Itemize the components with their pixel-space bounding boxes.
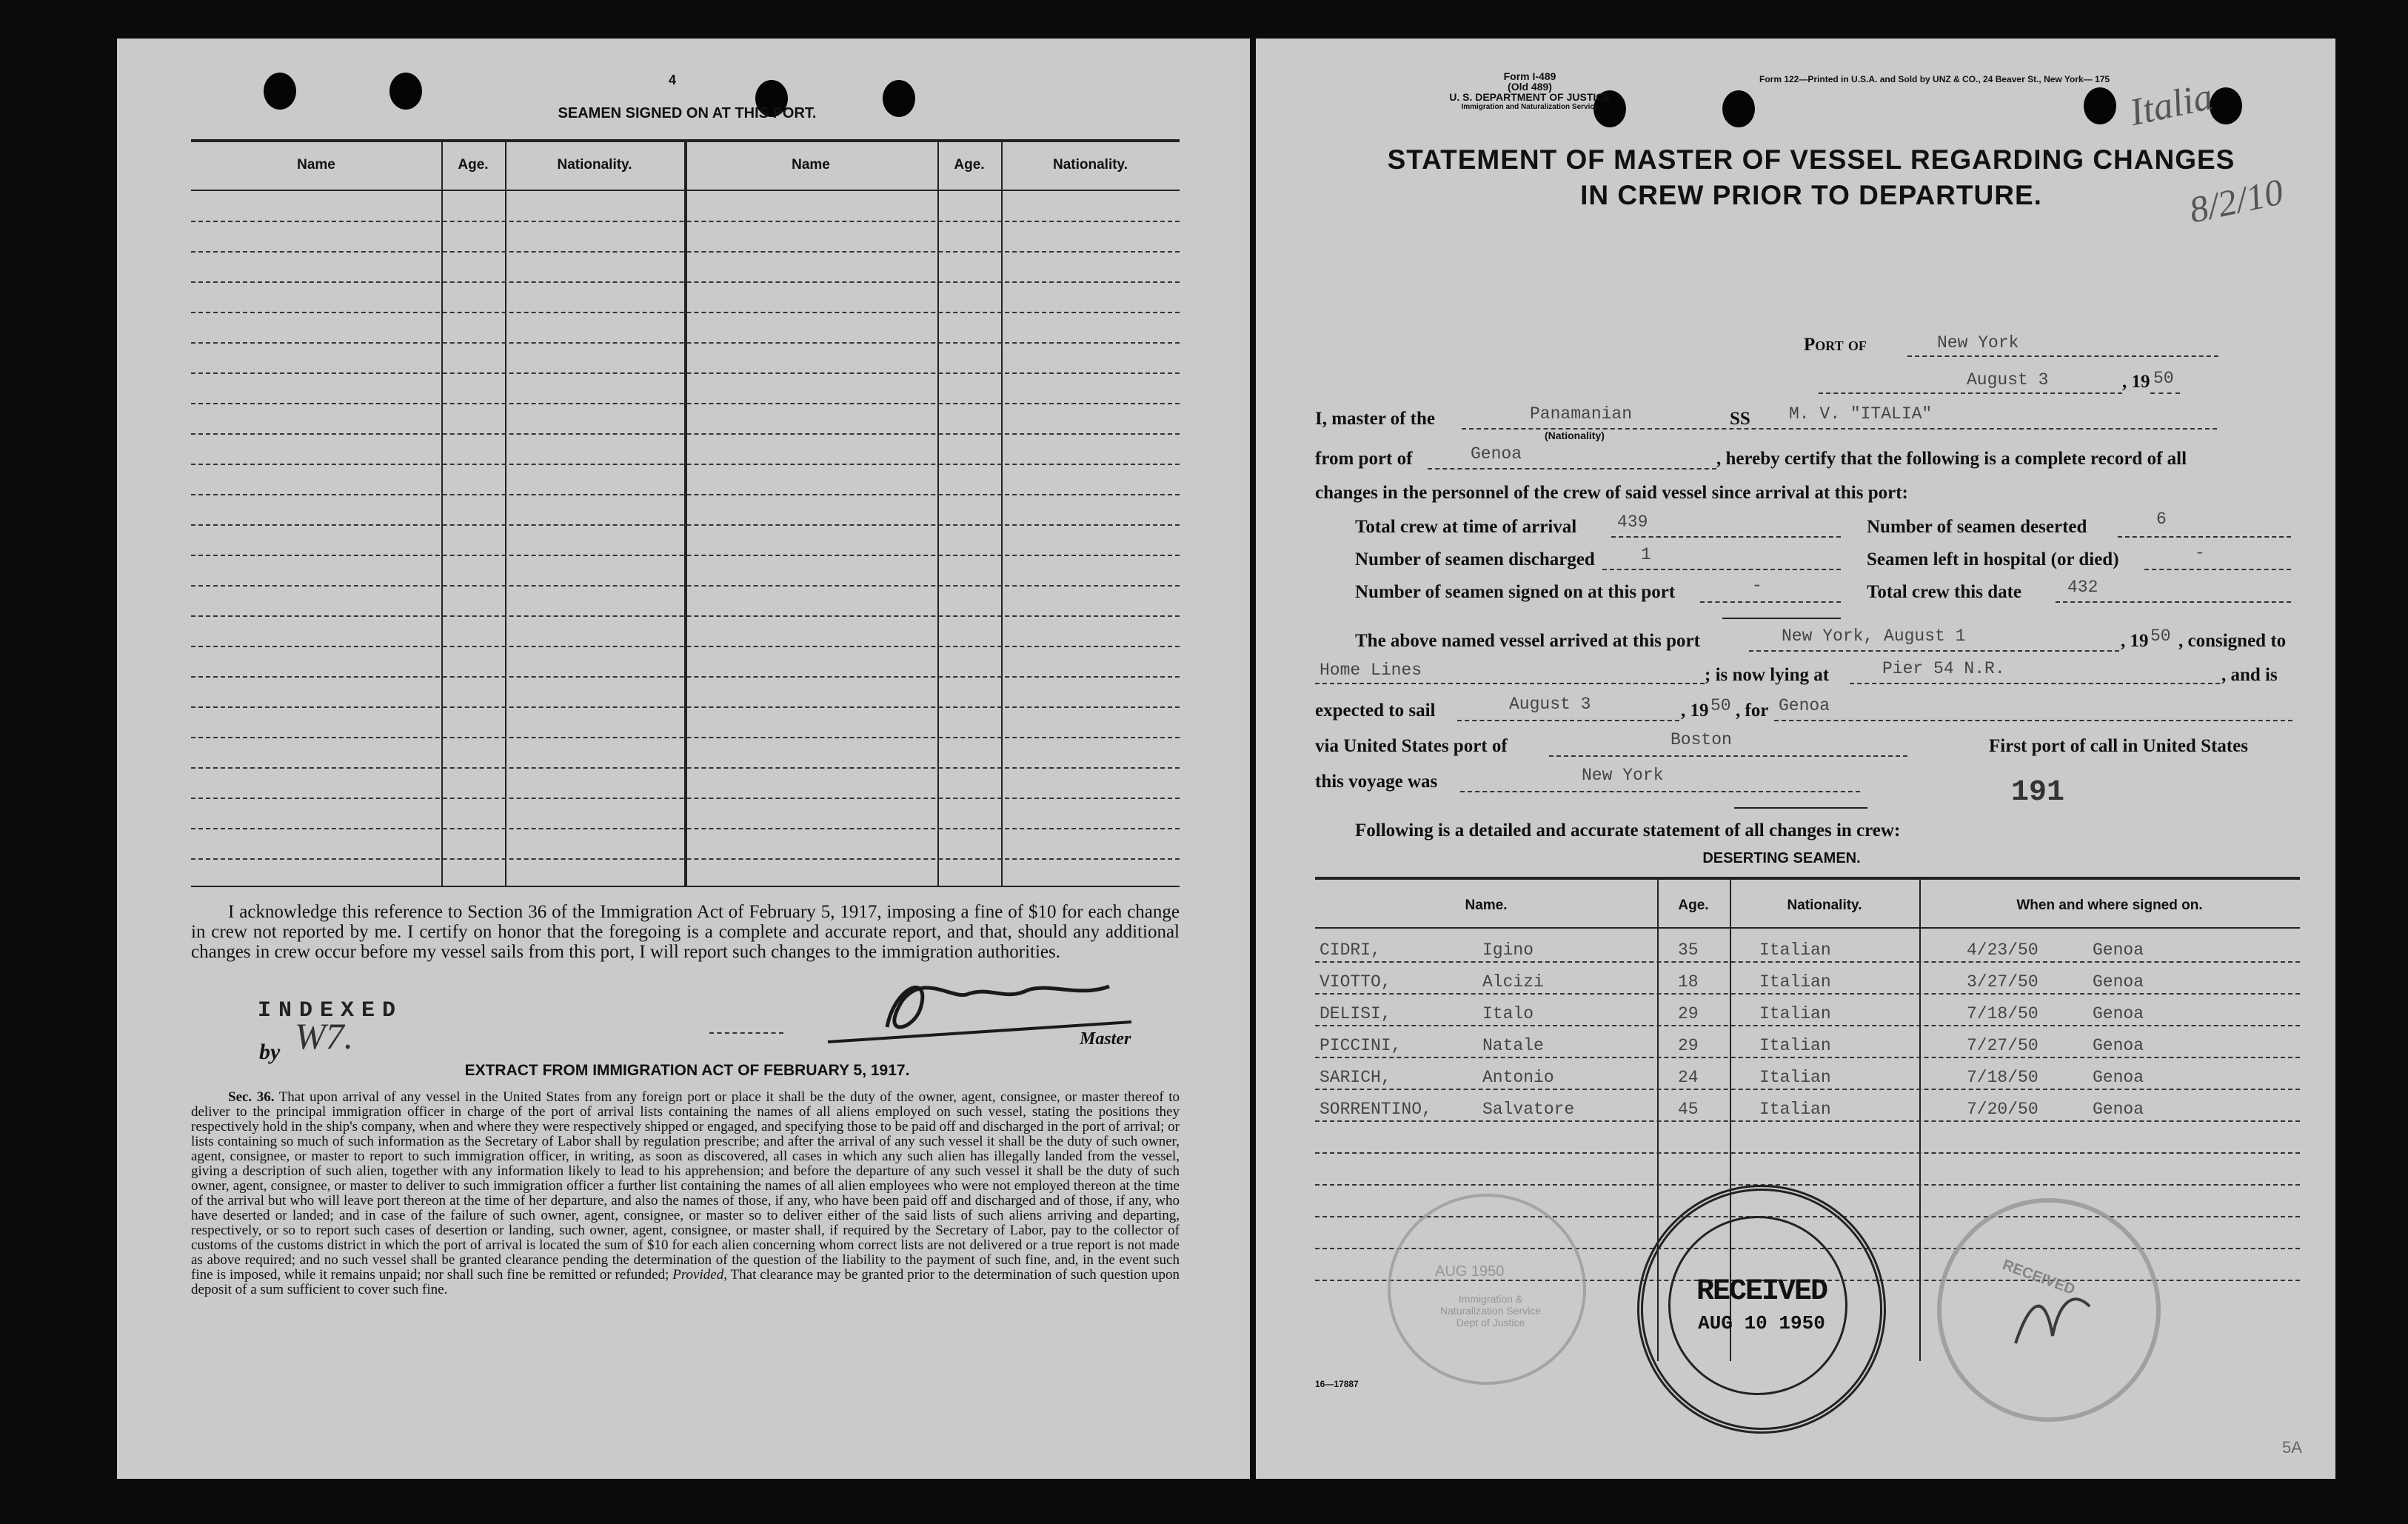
desert-row-rule bbox=[1315, 1120, 2300, 1122]
desert-nationality: Italian bbox=[1759, 1036, 1831, 1055]
desert-signed-place: Genoa bbox=[2093, 1068, 2144, 1087]
title-line-2: IN CREW PRIOR TO DEPARTURE. bbox=[1580, 180, 2042, 210]
desert-signed-place: Genoa bbox=[2093, 972, 2144, 992]
via-line bbox=[1549, 755, 1907, 757]
total-crew-date-value: 432 bbox=[2067, 578, 2098, 597]
table-row bbox=[191, 585, 1180, 586]
section-title: SEAMEN SIGNED ON AT THIS PORT. bbox=[558, 105, 817, 121]
table-row bbox=[191, 372, 1180, 374]
from-port-label: from port of bbox=[1315, 449, 1413, 469]
stat-line bbox=[1700, 601, 1841, 603]
table-row bbox=[191, 342, 1180, 344]
table-bottom-rule bbox=[191, 886, 1180, 887]
desert-nationality: Italian bbox=[1759, 972, 1831, 992]
desert-row-rule bbox=[1315, 1057, 2300, 1058]
stat-line bbox=[1602, 569, 1841, 570]
nationality-value: Panamanian bbox=[1530, 404, 1633, 424]
desert-age: 45 bbox=[1678, 1100, 1699, 1119]
desert-given-name: Igino bbox=[1482, 940, 1534, 960]
changes-text: changes in the personnel of the crew of said vessel since arrival at this port: bbox=[1315, 483, 1908, 503]
page-number: 4 bbox=[668, 73, 676, 87]
column-rule bbox=[1001, 142, 1003, 886]
section-36-text bbox=[191, 1090, 1180, 1297]
desert-row-rule bbox=[1315, 1089, 2300, 1090]
corner-mark: 5A bbox=[2282, 1438, 2302, 1457]
column-rule bbox=[937, 142, 939, 886]
year-value: 50 bbox=[2153, 369, 2174, 388]
table-row bbox=[191, 312, 1180, 313]
table-row bbox=[191, 676, 1180, 678]
for-line bbox=[1774, 720, 2292, 721]
table-row bbox=[191, 828, 1180, 829]
following-text: Following is a detailed and accurate statement of all changes in crew: bbox=[1355, 821, 1901, 840]
desert-nationality: Italian bbox=[1759, 1068, 1831, 1087]
desert-nationality: Italian bbox=[1759, 940, 1831, 960]
desert-row-rule bbox=[1315, 1025, 2300, 1026]
table-row bbox=[191, 464, 1180, 465]
punch-hole bbox=[389, 73, 422, 110]
stamped-number: 191 bbox=[2011, 776, 2065, 809]
stat-line bbox=[2144, 569, 2291, 570]
deserting-title: DESERTING SEAMEN. bbox=[1702, 850, 1861, 866]
column-rule bbox=[441, 142, 443, 886]
desert-signed-place: Genoa bbox=[2093, 1004, 2144, 1023]
title-line-1: STATEMENT OF MASTER OF VESSEL REGARDING CHANGES bbox=[1387, 144, 2235, 175]
from-port-value: Genoa bbox=[1471, 444, 1522, 464]
printer-number: 175 bbox=[2095, 74, 2110, 84]
stat-line bbox=[2056, 601, 2291, 603]
column-rule-center bbox=[684, 142, 687, 886]
desert-table-top bbox=[1315, 877, 2300, 880]
via-value: Boston bbox=[1670, 730, 1732, 749]
arrived-line bbox=[1749, 650, 2119, 652]
form-old: (Old 489) bbox=[1508, 81, 1552, 93]
table-row bbox=[191, 221, 1180, 222]
column-rule bbox=[505, 142, 506, 886]
punch-hole bbox=[1722, 90, 1755, 127]
desert-row-rule bbox=[1315, 961, 2300, 963]
deserted-label: Number of seamen deserted bbox=[1867, 517, 2087, 537]
form-id-block bbox=[1434, 71, 1626, 113]
total-crew-arrival-value: 439 bbox=[1617, 512, 1648, 532]
for-value: Genoa bbox=[1779, 696, 1830, 715]
department: U. S. DEPARTMENT OF JUSTICE bbox=[1449, 91, 1611, 103]
expected-line bbox=[1457, 720, 1679, 721]
table-row bbox=[191, 433, 1180, 435]
desert-given-name: Italo bbox=[1482, 1004, 1534, 1023]
pier-value: Pier 54 N.R. bbox=[1882, 659, 2005, 678]
for-label: , for bbox=[1736, 701, 1769, 721]
discharged-value: 1 bbox=[1641, 545, 1651, 564]
desert-row-rule bbox=[1315, 1184, 2300, 1186]
port-value: New York bbox=[1937, 333, 2019, 352]
inspection-stamp-left bbox=[1388, 1194, 1586, 1385]
total-underline bbox=[1722, 618, 1841, 619]
handwritten-date: 8/2/10 bbox=[2185, 170, 2287, 231]
desert-signed-date: 3/27/50 bbox=[1967, 972, 2039, 992]
stat-line bbox=[1611, 536, 1841, 538]
desert-age: 35 bbox=[1678, 940, 1699, 960]
pier-line bbox=[1850, 683, 2220, 684]
desert-given-name: Antonio bbox=[1482, 1068, 1554, 1087]
desert-surname: CIDRI, bbox=[1320, 940, 1381, 960]
printer-line: Form 122—Printed in U.S.A. and Sold by UNZ & CO., 24 Beaver St., New York— 175 bbox=[1759, 74, 2110, 84]
via-label: via United States port of bbox=[1315, 736, 1508, 756]
expected-year: 50 bbox=[1710, 696, 1731, 715]
col-header-nationality: Nationality. bbox=[1053, 157, 1128, 173]
table-row bbox=[191, 767, 1180, 769]
certify-text: , hereby certify that the following is a complete record of all bbox=[1716, 449, 2187, 469]
table-row bbox=[191, 706, 1180, 708]
service: Immigration and Naturalization Service bbox=[1461, 103, 1599, 111]
desert-header-name: Name. bbox=[1465, 898, 1508, 913]
desert-table-header-rule bbox=[1315, 927, 2300, 929]
desert-surname: DELISI, bbox=[1320, 1004, 1391, 1023]
form-number: Form I-489 bbox=[1503, 70, 1556, 82]
punch-hole bbox=[264, 73, 296, 110]
desert-signed-date: 7/20/50 bbox=[1967, 1100, 2039, 1119]
voyage-underline bbox=[1734, 807, 1867, 809]
total-crew-date-label: Total crew this date bbox=[1867, 582, 2022, 602]
desert-given-name: Natale bbox=[1482, 1036, 1544, 1055]
desert-surname: SARICH, bbox=[1320, 1068, 1391, 1087]
table-row bbox=[191, 281, 1180, 283]
desert-age: 29 bbox=[1678, 1036, 1699, 1055]
desert-surname: VIOTTO, bbox=[1320, 972, 1391, 992]
col-header-age: Age. bbox=[458, 157, 489, 173]
signature-line bbox=[709, 1032, 783, 1034]
total-crew-arrival-label: Total crew at time of arrival bbox=[1355, 517, 1577, 537]
desert-signed-date: 7/27/50 bbox=[1967, 1036, 2039, 1055]
table-row bbox=[191, 737, 1180, 738]
expected-year-prefix: , 19 bbox=[1681, 701, 1709, 721]
nationality-caption: (Nationality) bbox=[1545, 430, 1605, 441]
col-header-nationality: Nationality. bbox=[557, 157, 632, 173]
desert-given-name: Alcizi bbox=[1482, 972, 1544, 992]
right-page bbox=[1256, 39, 2335, 1479]
section-end: That clearance may be granted prior to the determination of such question upon deposit of a sum sufficient to cover such fine. bbox=[191, 1267, 1180, 1297]
hospital-label: Seamen left in hospital (or died) bbox=[1867, 549, 2119, 569]
master-of-label: I, master of the bbox=[1315, 409, 1435, 429]
stamp-initials bbox=[2008, 1284, 2097, 1351]
signed-on-label: Number of seamen signed on at this port bbox=[1355, 582, 1676, 602]
hospital-value: - bbox=[2195, 544, 2205, 563]
desert-signed-place: Genoa bbox=[2093, 1100, 2144, 1119]
desert-header-signed-on: When and where signed on. bbox=[2016, 898, 2203, 913]
desert-surname: SORRENTINO, bbox=[1320, 1100, 1432, 1119]
acknowledgement-text: I acknowledge this reference to Section 36 of the Immigration Act of February 5, 1917, imposing a fine of $10 for each change in crew not reported by me. I certify on honor that the foregoing is a complete and accurate report, and that, should any additional changes in crew occur before my vessel sails from this port, I will report such changes to the immigration authorities. bbox=[191, 902, 1180, 962]
consignee-line bbox=[1315, 683, 1705, 684]
signed-on-value: - bbox=[1752, 576, 1762, 595]
this-voyage-value: New York bbox=[1582, 766, 1664, 785]
deserted-value: 6 bbox=[2156, 509, 2167, 529]
desert-signed-place: Genoa bbox=[2093, 940, 2144, 960]
col-header-age: Age. bbox=[954, 157, 985, 173]
handwritten-vessel-name: Italia bbox=[2126, 75, 2217, 135]
desert-row-rule bbox=[1315, 993, 2300, 995]
table-row bbox=[191, 403, 1180, 404]
footer-number: 16—17887 bbox=[1315, 1379, 1359, 1389]
received-stamp bbox=[1637, 1185, 1886, 1434]
desert-nationality: Italian bbox=[1759, 1004, 1831, 1023]
desert-header-nationality: Nationality. bbox=[1787, 898, 1862, 913]
table-row bbox=[191, 646, 1180, 647]
section-label: Sec. 36. bbox=[228, 1089, 275, 1105]
stamp-left-text: Immigration & Naturalization Service Dept of Justice bbox=[1439, 1293, 1542, 1329]
desert-surname: PICCINI, bbox=[1320, 1036, 1402, 1055]
indexed-stamp: INDEXED bbox=[258, 998, 404, 1023]
desert-signed-date: 7/18/50 bbox=[1967, 1068, 2039, 1087]
table-row bbox=[191, 798, 1180, 799]
lying-label: ; is now lying at bbox=[1705, 665, 1830, 685]
date-value: August 3 bbox=[1967, 370, 2049, 390]
arrived-year-prefix: , 19 bbox=[2121, 631, 2149, 651]
indexed-by-label: by bbox=[259, 1040, 281, 1064]
desert-age: 18 bbox=[1678, 972, 1699, 992]
desert-age: 24 bbox=[1678, 1068, 1699, 1087]
desert-given-name: Salvatore bbox=[1482, 1100, 1575, 1119]
vessel-value: M. V. "ITALIA" bbox=[1789, 404, 1933, 424]
desert-signed-date: 4/23/50 bbox=[1967, 940, 2039, 960]
table-row bbox=[191, 615, 1180, 617]
desert-signed-place: Genoa bbox=[2093, 1036, 2144, 1055]
ss-label: SS bbox=[1730, 409, 1750, 429]
stat-line bbox=[2118, 536, 2291, 538]
form-title bbox=[1315, 142, 2307, 213]
port-label: Port of bbox=[1804, 335, 1867, 355]
year-prefix: , 19 bbox=[2122, 372, 2150, 392]
arrived-year: 50 bbox=[2150, 626, 2171, 646]
date-line bbox=[1819, 392, 2122, 394]
section-proviso: Provided, bbox=[672, 1267, 727, 1283]
consigned-label: , consigned to bbox=[2178, 631, 2287, 651]
received-stamp-date: AUG 10 1950 bbox=[1698, 1312, 1825, 1334]
first-port-label: First port of call in United States bbox=[1989, 736, 2248, 756]
this-voyage-line bbox=[1460, 791, 1860, 792]
discharged-label: Number of seamen discharged bbox=[1355, 549, 1595, 569]
stamp-left-date: AUG 1950 bbox=[1435, 1263, 1505, 1280]
expected-label: expected to sail bbox=[1315, 701, 1436, 721]
port-line bbox=[1907, 355, 2218, 357]
table-row bbox=[191, 494, 1180, 495]
col-header-name: Name bbox=[792, 157, 830, 173]
desert-row-rule bbox=[1315, 1152, 2300, 1154]
inspection-stamp-right bbox=[1937, 1198, 2161, 1422]
col-header-name: Name bbox=[297, 157, 335, 173]
arrived-label: The above named vessel arrived at this port bbox=[1355, 631, 1700, 651]
expected-value: August 3 bbox=[1509, 695, 1591, 714]
table-row bbox=[191, 858, 1180, 860]
table-row bbox=[191, 251, 1180, 253]
punch-hole bbox=[2084, 87, 2116, 124]
master-label: Master bbox=[1080, 1029, 1131, 1049]
from-port-line bbox=[1428, 468, 1716, 469]
indexed-by-initials: W7. bbox=[295, 1015, 354, 1057]
desert-signed-date: 7/18/50 bbox=[1967, 1004, 2039, 1023]
this-voyage-label: this voyage was bbox=[1315, 772, 1438, 792]
stamp-right-text: RECEIVED bbox=[2000, 1257, 2078, 1298]
table-row bbox=[191, 555, 1180, 556]
received-stamp-label: RECEIVED bbox=[1696, 1275, 1827, 1309]
and-is-label: , and is bbox=[2221, 665, 2278, 685]
desert-nationality: Italian bbox=[1759, 1100, 1831, 1119]
section-body: That upon arrival of any vessel in the United States from any foreign port or place it shall be the duty of the owner, agent, consignee, or master thereof to deliver to the principal immigration officer in charge of the port of arrival lists containing the names of all aliens employed on such vessel, stating the positions they respectively hold in the ship's company, when and where they were respectively shipped or engaged, and specifying those to be paid off and discharged in the port of arrival; or lists containing so much of such information as the Secretary of Labor shall by regulation prescribe; and after the arrival of any such vessel it shall be the duty of such owner, agent, consignee, or master to report to such immigration officer, in writing, as soon as discovered, all cases in which any such alien has illegally landed from the vessel, giving a description of such alien, together with any information likely to lead to his apprehension; and before the departure of any such vessel it shall be the duty of such owner, agent, consignee, or master to deliver to such immigration officer a further list containing the names of all alien employees who were not employed thereon at the time of the arrival but who will leave port thereon at the time of her departure, and also the names of those, if any, who have been paid off and discharged and of those, if any, who have deserted or landed; and in case of the failure of such owner, agent, consignee, or master so to deliver either of the said lists of such aliens arriving and departing, respectively, or so to report such cases of desertion or landing, such owner, agent, consignee, or master shall, if required by the Secretary of Labor, pay to the collector of customs of the customs district in which the port of arrival is located the sum of $10 for each alien concerning whom correct lists are not delivered or a true report is not made as above required; and no such vessel shall be granted clearance pending the determination of the question of the liability to the payment of such fine, and, in the event such fine is imposed, while it remains unpaid; nor shall such fine be remitted or refunded; bbox=[191, 1089, 1180, 1283]
consignee-value: Home Lines bbox=[1320, 661, 1422, 680]
extract-title: EXTRACT FROM IMMIGRATION ACT OF FEBRUARY 5, 1917. bbox=[464, 1062, 910, 1079]
table-row bbox=[191, 524, 1180, 526]
desert-header-age: Age. bbox=[1678, 898, 1709, 913]
desert-age: 29 bbox=[1678, 1004, 1699, 1023]
arrived-value: New York, August 1 bbox=[1782, 626, 1966, 646]
year-line bbox=[2150, 392, 2180, 394]
left-page bbox=[117, 39, 1250, 1479]
